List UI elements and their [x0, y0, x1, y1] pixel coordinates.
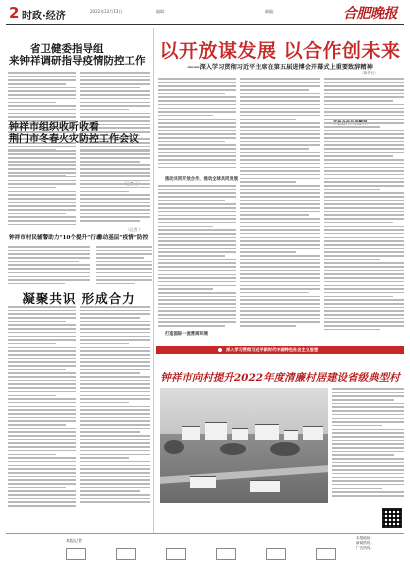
footer-app-icon [166, 548, 186, 560]
article-3-text [8, 246, 90, 287]
footer-ad-hotline: 广告热线： [356, 546, 374, 551]
section-head [6, 289, 152, 307]
headline-2a: 钟祥市组织收听收看 [9, 122, 99, 133]
headline-1b: 来钟祥调研指导疫情防控工作 [9, 55, 146, 67]
main-col-3 [324, 78, 404, 332]
footer-address: 本报地址： [356, 536, 374, 540]
header-note: 邮编： [265, 9, 277, 14]
article-4-text [96, 246, 152, 287]
village-photo [160, 388, 328, 503]
feature-banner: 钟祥市向村提升2022年度清廉村居建设省级典型村 [160, 372, 400, 384]
footer-app-icon [316, 548, 336, 560]
article-5-col-a [8, 306, 76, 509]
footer-app-icon [216, 548, 236, 560]
editor-line: 编辑： [156, 9, 168, 14]
headline-3: 钟祥市村民辅警助力“10个提升”行动 [9, 235, 102, 241]
theme-banner-text: 深入学习贯彻习近平新时代中国特色社会主义思想 [226, 347, 319, 353]
headline-2b: 荆门市冬春火灾防控工作会议 [9, 134, 139, 145]
byline-2: （记者 ） [126, 227, 143, 232]
article-5-col-b [80, 306, 150, 505]
footer-app-icon [116, 548, 136, 560]
page-header [0, 0, 410, 26]
article-2-col-a [8, 150, 76, 227]
footer-news-hotline: 新闻热线： [356, 541, 374, 546]
header-rule [6, 24, 404, 25]
article-2-col-b [80, 150, 150, 224]
banner-dot-icon [218, 348, 222, 352]
issue-date: 2022年12月13日 [90, 9, 123, 14]
footer-contacts [356, 536, 374, 552]
footer-app-icon [266, 548, 286, 560]
main-col-2 [240, 78, 320, 329]
main-col-1 [158, 78, 236, 170]
main-headline: 以开放谋发展 以合作创未来 [159, 40, 401, 62]
headline-1a: 省卫健委指导组 [30, 43, 104, 55]
theme-banner [156, 346, 404, 354]
page-number: 2 [9, 4, 20, 22]
qr-code-icon [382, 508, 402, 528]
section-name: 时政·经济 [22, 11, 66, 22]
section-head-text: 凝聚共识 形成合力 [22, 291, 136, 306]
newspaper-logo: 合肥晚报 [343, 6, 397, 22]
page-footer [6, 533, 404, 561]
column-divider [153, 28, 154, 533]
main-note: （新华社） [360, 71, 378, 75]
main-subhead-1: 推动共同开放合作，推动全球共同发展 [165, 177, 239, 182]
footer-title: 本报记者 [66, 538, 82, 543]
footer-app-icon [66, 548, 86, 560]
headline-4: 推动基层“疫情”防控 [97, 235, 149, 241]
main-col-1b [158, 185, 236, 329]
feature-text [332, 388, 404, 499]
main-subhead-3: 打造国际一流营商环境 [165, 332, 208, 337]
main-subheadline: ——深入学习贯彻习近平主席在第五届进博会开幕式上重要致辞精神 [187, 64, 373, 71]
